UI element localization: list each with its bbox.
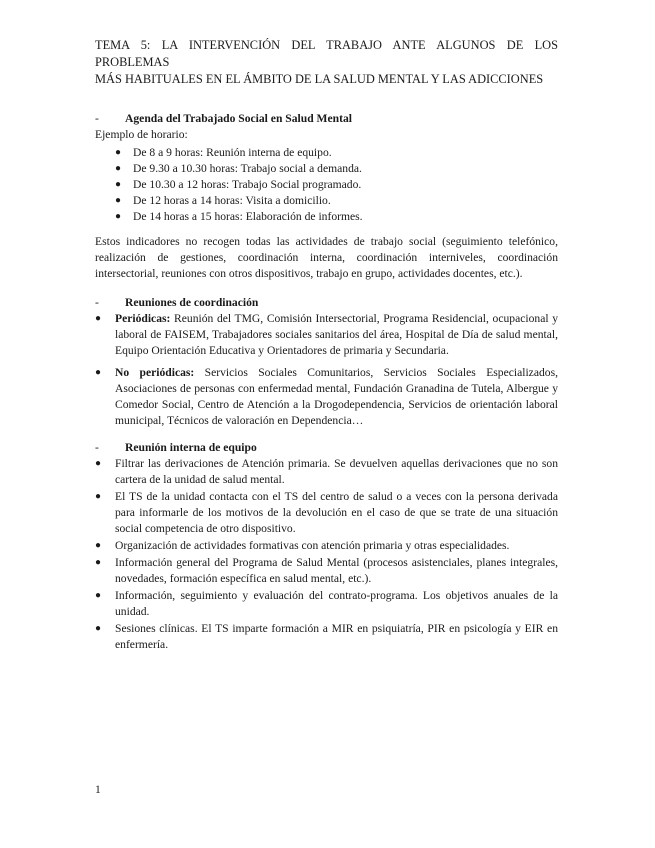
bullet-icon: ● [115,147,122,158]
list-item: ● De 12 horas a 14 horas: Visita a domicilio. [115,194,331,207]
bullet-icon: ● [95,367,102,378]
list-item: ● De 14 horas a 15 horas: Elaboración de informes. [115,210,363,223]
bullet-icon: ● [95,540,102,551]
internal-meeting-list [95,456,558,653]
item-label: No periódicas: [115,366,195,379]
bullet-icon: ● [115,163,122,174]
coordination-list [95,311,558,429]
list-item: ● Información general del Programa de Salud Mental (procesos asistenciales, planes integrales, novedades, formación específica en salud mental, etc.). [95,556,558,585]
list-item: ● Organización de actividades formativas con atención primaria y otras especialidades. [95,539,510,552]
bullet-icon: ● [95,590,102,601]
heading-dash: - [95,441,99,454]
schedule-intro: Ejemplo de horario: [95,128,188,141]
schedule-note: Estos indicadores no recogen todas las actividades de trabajo social (seguimiento telefónico, realización de gestiones, coordinación interna, coordinación interniveles, coordinación intersectorial, reuniones con otros dispositivos, trabajo en grupo, actividades docentes, etc.). [95,235,558,280]
bullet-icon: ● [95,313,102,324]
list-item: ● De 10.30 a 12 horas: Trabajo Social programado. [115,178,362,191]
list-item: ● De 8 a 9 horas: Reunión interna de equipo. [115,146,332,159]
heading-text: Agenda del Trabajado Social en Salud Mental [125,112,352,125]
bullet-icon: ● [95,458,102,469]
list-item: ● Filtrar las derivaciones de Atención primaria. Se devuelven aquellas derivaciones que no son cartera de la unidad de salud mental. [95,457,558,486]
bullet-icon: ● [115,211,122,222]
list-item: ● El TS de la unidad contacta con el TS del centro de salud o a veces con la persona derivada para informarle de los motivos de la devolución en el caso de que se trate de una situación social competencia de otro dispositivo. [95,490,558,535]
title-line-2: MÁS HABITUALES EN EL ÁMBITO DE LA SALUD MENTAL Y LAS ADICCIONES [95,72,544,86]
list-item [95,365,558,429]
section-heading-internal-meeting [95,440,558,456]
item-text: Reunión del TMG, Comisión Intersectorial, Programa Residencial, ocupacional y laboral de FAISEM, Trabajadores sociales sanitarios del área, Hospital de Día de salud mental, Equipo Orientación Educativa y Orientadores de primaria y Secundaria. [115,312,558,357]
list-item: ● Sesiones clínicas. El TS imparte formación a MIR en psiquiatría, PIR en psicología y EIR en enfermería. [95,622,558,651]
bullet-icon: ● [115,195,122,206]
bullet-icon: ● [115,179,122,190]
item-text: Servicios Sociales Comunitarios, Servicios Sociales Especializados, Asociaciones de personas con enfermedad mental, Fundación Granadina de Tutela, Albergue y Comedor Social, Centro de Atención a la Drogodependencia, Servicios de orientación laboral municipal, Técnicos de valoración en Dependencia… [115,366,558,427]
item-label: Periódicas: [115,312,171,325]
heading-text: Reuniones de coordinación [125,296,259,309]
page-number: 1 [95,783,101,796]
heading-text: Reunión interna de equipo [125,441,257,454]
section-heading-agenda [95,111,558,127]
document-page [95,37,558,654]
title-line-1: TEMA 5: LA INTERVENCIÓN DEL TRABAJO ANTE ALGUNOS DE LOS PROBLEMAS [95,38,558,69]
list-item [95,311,558,359]
list-item: ● De 9.30 a 10.30 horas: Trabajo social a demanda. [115,162,362,175]
bullet-icon: ● [95,623,102,634]
heading-dash: - [95,112,99,125]
section-heading-coordination [95,295,558,311]
bullet-icon: ● [95,557,102,568]
schedule-list [95,145,558,225]
list-item: ● Información, seguimiento y evaluación del contrato-programa. Los objetivos anuales de la unidad. [95,589,558,618]
heading-dash: - [95,296,99,309]
document-title [95,37,558,88]
bullet-icon: ● [95,491,102,502]
